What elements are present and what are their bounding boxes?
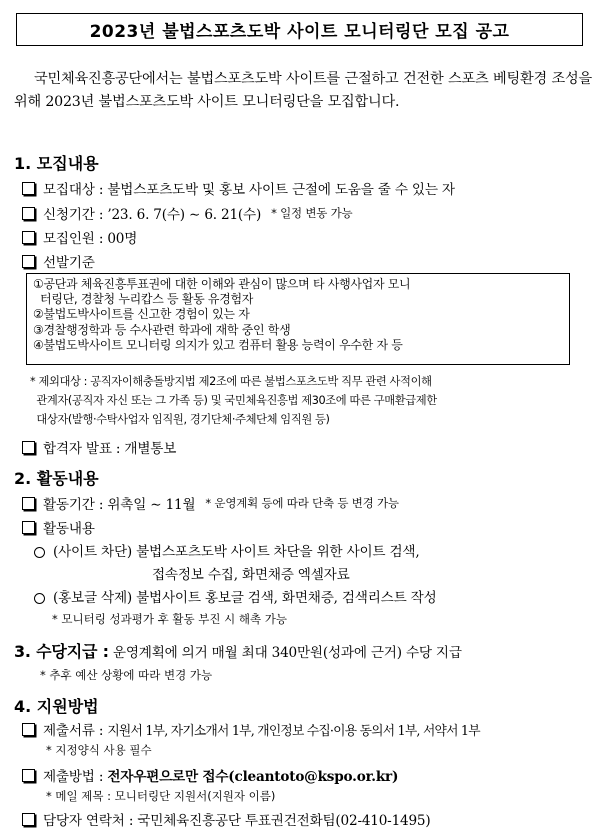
method-note: * 메일 제목 : 모니터링단 지원서(지원자 이름) bbox=[46, 789, 276, 803]
docs-label: 제출서류 : bbox=[43, 723, 104, 739]
activity-item-2-note: * 모니터링 성과평가 후 활동 부진 시 해촉 가능 bbox=[52, 612, 287, 626]
circle-bullet-icon bbox=[34, 547, 45, 558]
activity-item-2-text: (홍보글 삭제) 불법사이트 홍보글 검색, 화면채증, 검색리스트 작성 bbox=[53, 590, 437, 606]
contact-label: 담당자 연락처 : bbox=[43, 813, 134, 829]
exclusion-line: * 제외대상 : 공직자이해충돌방지법 제2조에 따른 불법스포츠도박 직무 관련 사적이해 bbox=[30, 375, 432, 388]
activity-content-row bbox=[22, 517, 95, 537]
activity-content-label: 활동내용 bbox=[43, 521, 95, 537]
method-value: 전자우편으로만 접수(cleantoto@kspo.or.kr) bbox=[107, 769, 399, 785]
method-label: 제출방법 : bbox=[43, 769, 104, 785]
activity-period-row bbox=[22, 493, 399, 513]
criteria-item: ③경찰행정학과 등 수사관련 학과에 재학 중인 학생 bbox=[33, 322, 291, 337]
activity-item-1-line1: (사이트 차단) 불법스포츠도박 사이트 차단을 위한 사이트 검색, bbox=[53, 544, 420, 560]
docs-row bbox=[22, 719, 480, 739]
allowance-value: 운영계획에 의거 매월 최대 340만원(성과에 근거) 수당 지급 bbox=[112, 645, 462, 661]
checkbox-icon bbox=[22, 813, 35, 826]
docs-note: * 지정양식 사용 필수 bbox=[46, 743, 152, 757]
activity-item-1-line2: 접속정보 수집, 화면채증 엑셀자료 bbox=[152, 567, 350, 583]
criteria-item: ④불법도박사이트 모니터링 의지가 있고 컴퓨터 활용 능력이 우수한 자 등 bbox=[33, 337, 403, 352]
section-4-heading: 4. 지원방법 bbox=[14, 697, 99, 716]
checkbox-icon bbox=[22, 769, 35, 782]
recruit-count-row bbox=[22, 227, 137, 247]
checkbox-icon bbox=[22, 255, 35, 268]
criteria-item: ①공단과 체육진흥투표권에 대한 이해와 관심이 많으며 타 사행사업자 모니 bbox=[33, 277, 411, 291]
checkbox-icon bbox=[22, 497, 35, 510]
page-title-text: 2023년 불법스포츠도박 사이트 모니터링단 모집 공고 bbox=[89, 22, 510, 42]
criteria-item: ②불법도박사이트를 신고한 경험이 있는 자 bbox=[33, 307, 250, 322]
checkbox-icon bbox=[22, 182, 35, 195]
apply-period-label: 신청기간 : bbox=[43, 207, 104, 223]
contact-value: 국민체육진흥공단 투표권건전화팀(02-410-1495) bbox=[137, 813, 431, 829]
announce-label: 합격자 발표 : bbox=[43, 441, 121, 457]
section-2-heading: 2. 활동내용 bbox=[14, 469, 99, 488]
checkbox-icon bbox=[22, 521, 35, 534]
checkbox-icon bbox=[22, 231, 35, 244]
recruit-target-value: 불법스포츠도박 및 홍보 사이트 근절에 도움을 줄 수 있는 자 bbox=[107, 182, 455, 198]
exclusion-line: 대상자(발행·수탁사업자 임직원, 경기단체·주체단체 임직원 등) bbox=[30, 413, 330, 426]
activity-item-1 bbox=[34, 540, 419, 560]
circle-bullet-icon bbox=[34, 593, 45, 604]
allowance-row bbox=[14, 639, 462, 662]
activity-item-2 bbox=[34, 586, 437, 606]
recruit-count-value: 00명 bbox=[107, 231, 138, 247]
activity-period-label: 활동기간 : bbox=[43, 497, 104, 513]
page-title bbox=[16, 13, 583, 46]
criteria-item: 터링단, 경찰청 누리캅스 등 활동 유경험자 bbox=[33, 292, 254, 307]
apply-period-value: ’23. 6. 7(수) ∼ 6. 21(수) bbox=[107, 207, 262, 223]
checkbox-icon bbox=[22, 723, 35, 736]
recruit-target-row bbox=[22, 178, 455, 198]
activity-period-note: * 운영계획 등에 따라 단축 등 변경 가능 bbox=[205, 496, 399, 510]
docs-value: 지원서 1부, 자기소개서 1부, 개인정보 수집·이용 동의서 1부, 서약서 1부 bbox=[107, 723, 480, 739]
section-1-heading: 1. 모집내용 bbox=[14, 154, 99, 173]
exclusion-note bbox=[30, 372, 578, 429]
criteria-box bbox=[26, 273, 570, 365]
apply-period-row bbox=[22, 203, 352, 223]
checkbox-icon bbox=[22, 441, 35, 454]
intro-paragraph: 국민체육진흥공단에서는 불법스포츠도박 사이트를 근절하고 건전한 스포츠 베팅환경 조성을 위해 2023년 불법스포츠도박 사이트 모니터링단을 모집합니다. bbox=[14, 71, 592, 110]
activity-period-value: 위촉일 ∼ 11월 bbox=[107, 497, 196, 513]
checkbox-icon bbox=[22, 207, 35, 220]
recruit-count-label: 모집인원 : bbox=[43, 231, 104, 247]
criteria-row bbox=[22, 251, 95, 271]
announce-row bbox=[22, 437, 176, 457]
criteria-label: 선발기준 bbox=[43, 255, 95, 271]
exclusion-line: 관계자(공직자 자신 또는 그 가족 등) 및 국민체육진흥법 제30조에 따른 구매환급제한 bbox=[30, 394, 437, 407]
method-row bbox=[22, 765, 398, 785]
apply-period-note: * 일정 변동 가능 bbox=[271, 206, 353, 220]
section-3-heading: 3. 수당지급 : bbox=[14, 642, 109, 661]
contact-row bbox=[22, 809, 430, 829]
recruit-target-label: 모집대상 : bbox=[43, 182, 104, 198]
allowance-note: * 추후 예산 상황에 따라 변경 가능 bbox=[40, 668, 213, 682]
announce-value: 개별통보 bbox=[124, 441, 177, 457]
